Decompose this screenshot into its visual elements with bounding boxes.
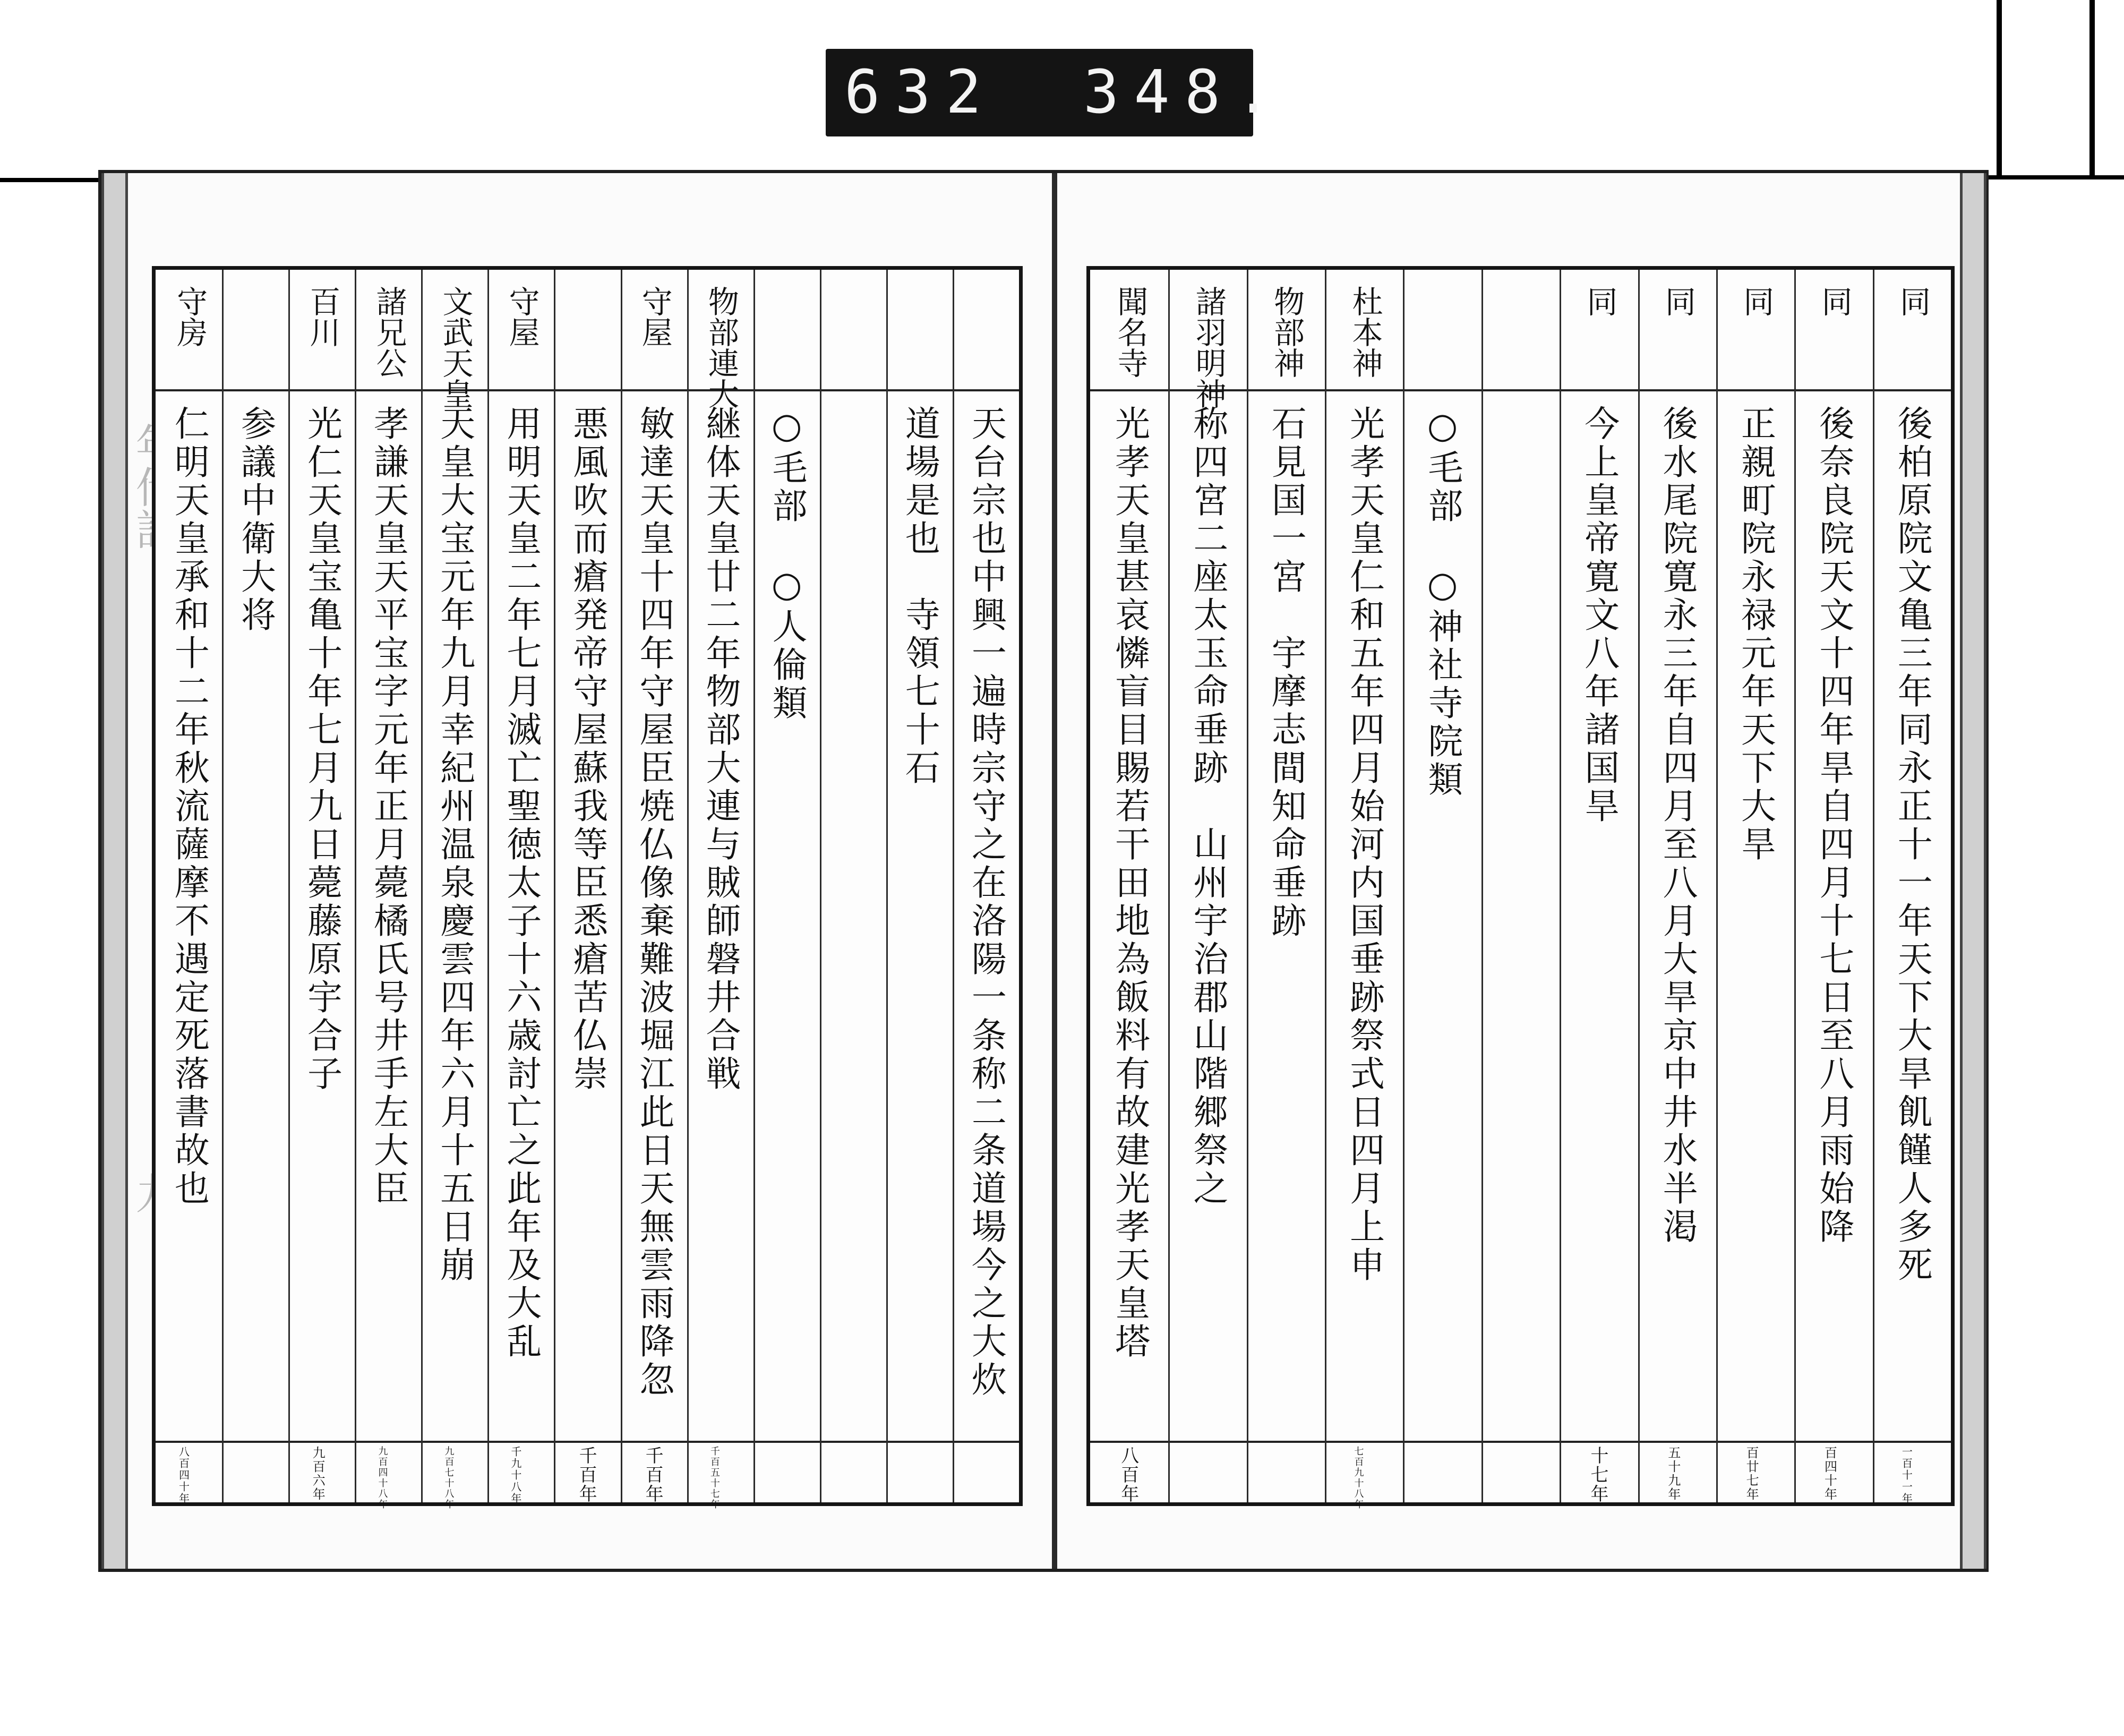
column-year: 九百七十八年 [443,1446,455,1510]
column-text: 用明天皇二年七月滅亡聖徳太子十六歳討亡之此年及大乱 [500,405,542,1361]
column-heading: 同 [1816,286,1853,317]
column-text: 称四宮二座太玉命垂跡 山州宇治郡山階郷祭之 [1187,405,1228,1208]
column-heading: 同 [1895,286,1931,317]
column-text: 光孝天皇仁和五年四月始河内国垂跡祭式日四月上申 [1343,405,1385,1285]
left-page [101,173,1057,1569]
column-heading: 同 [1659,286,1696,317]
column-rule [1560,270,1561,1502]
column-rule [1481,270,1483,1502]
column-heading: 物部連大 [703,286,739,409]
column-heading: 同 [1738,286,1775,317]
column-text: 光孝天皇甚哀憐盲目賜若干田地為飯料有故建光孝天皇塔 [1109,405,1150,1361]
column-year: 千百五十七年 [708,1446,720,1510]
column-year: 九百四十八年 [376,1446,388,1510]
column-heading: 諸兄公 [371,286,407,378]
column-rule [355,270,356,1502]
column-text: 石見国一宮 宇摩志間知命垂跡 [1265,405,1307,940]
open-book [98,170,1989,1572]
column-year: 千九十八年 [509,1446,522,1504]
column-rule [288,270,290,1502]
column-text: 天台宗也中興一遍時宗守之在洛陽一条称二条道場今之大炊 [965,405,1007,1399]
column-heading: 守屋 [503,286,540,347]
column-text: 正親町院永禄元年天下大旱 [1735,405,1776,864]
column-heading: 同 [1581,286,1618,317]
column-heading: 守屋 [636,286,673,347]
column-year: 百廿七年 [1744,1446,1759,1501]
column-rule [1247,270,1248,1502]
column-text: 後柏原院文亀三年同永正十一年天下大旱飢饉人多死 [1891,405,1933,1285]
column-rule [820,270,821,1502]
scanner-rail-right [1986,175,2124,179]
right-page [1057,173,1986,1569]
column-text: 仁明天皇承和十二年秋流薩摩不遇定死落書故也 [168,405,210,1208]
column-rule [1716,270,1718,1502]
column-rule [1638,270,1640,1502]
column-heading: 文武天皇 [437,286,474,409]
column-rule [1794,270,1796,1502]
plate-right-number: 348. [1083,58,1286,127]
column-year: 千百年 [642,1446,664,1503]
footer-rule [156,1441,1019,1443]
column-rule [222,270,224,1502]
column-heading: 聞名寺 [1112,286,1149,378]
column-year: 千百年 [576,1446,597,1503]
column-text: ○毛部 ○神社寺院類 [1422,405,1463,799]
right-page-edge [1960,173,1986,1569]
column-text: 光仁天皇宝亀十年七月九日薨藤原宇合子 [301,405,342,1093]
column-text: 後奈良院天文十四年旱自四月十七日至八月雨始降 [1813,405,1854,1246]
header-rule [156,389,1019,391]
column-rule [953,270,954,1502]
column-rule [1325,270,1326,1502]
column-year: 百四十年 [1822,1446,1837,1501]
plate-left-number: 632 [844,58,997,127]
column-text: 孝謙天皇天平宝字元年正月薨橘氏号井手左大臣 [367,405,409,1208]
column-text: 継体天皇廿二年物部大連与賊師磐井合戦 [700,405,741,1093]
column-rule [1873,270,1874,1502]
column-text: 敏達天皇十四年守屋臣焼仏像棄難波堀江此日天無雲雨降忽 [633,405,674,1399]
column-year: 九百六年 [310,1446,326,1501]
column-rule [687,270,689,1502]
column-text: 参議中衛大将 [235,405,276,635]
scanner-clip-2 [2089,0,2095,175]
left-page-frame [152,266,1023,1510]
column-rule [487,270,489,1502]
page-number-plate [826,49,1286,136]
column-heading: 物部神 [1269,286,1305,378]
column-rule [1403,270,1404,1502]
column-heading: 百川 [304,286,341,347]
left-page-edge [101,173,128,1569]
column-text: 今上皇帝寛文八年諸国旱 [1578,405,1620,826]
column-text: 悪風吹而瘡発帝守屋蘇我等臣悉瘡苦仏崇 [567,405,608,1093]
column-heading: 杜本神 [1347,286,1383,378]
column-rule [621,270,622,1502]
column-year: 十七年 [1587,1446,1608,1503]
column-text: 道場是也 寺領七十石 [899,405,940,788]
column-year: 八百四十年 [177,1446,190,1504]
column-rule [421,270,423,1502]
column-rule [554,270,555,1502]
column-rule [753,270,755,1502]
column-text: 天皇大宝元年九月幸紀州温泉慶雲四年六月十五日崩 [434,405,475,1285]
right-page-frame [1086,266,1955,1510]
column-year: 一百十一年 [1900,1446,1913,1504]
column-year: 七百九十八年 [1352,1446,1364,1510]
column-rule [886,270,888,1502]
column-heading: 守房 [172,286,208,347]
column-rule [1168,270,1170,1502]
column-text: 後水尾院寛永三年自四月至八月大旱京中井水半渇 [1657,405,1698,1246]
footer-rule [1090,1441,1951,1443]
column-year: 八百年 [1117,1446,1139,1503]
column-text: ○毛部 ○人倫類 [766,405,808,723]
scanner-clip [1997,0,2002,175]
column-year: 五十九年 [1665,1446,1681,1501]
column-heading: 諸羽明神 [1190,286,1227,409]
scanner-rail-left [0,178,106,182]
